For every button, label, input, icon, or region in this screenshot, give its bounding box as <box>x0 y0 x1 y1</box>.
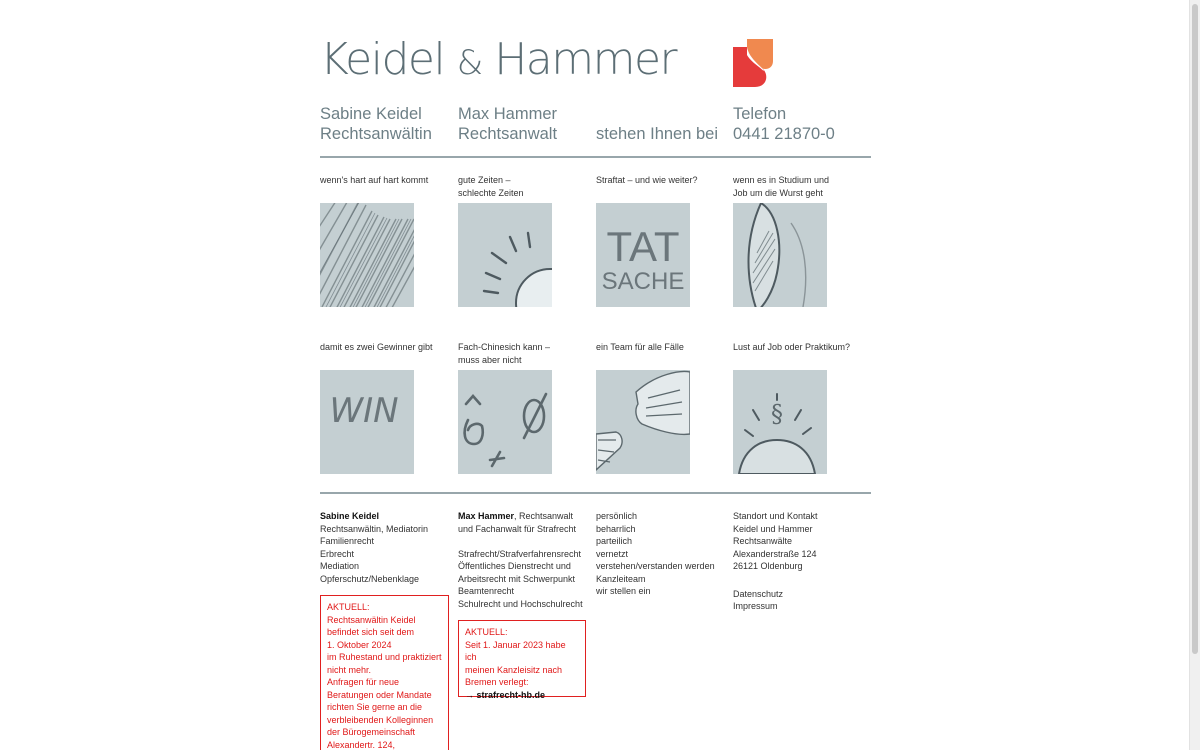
hammer-area[interactable]: Öffentliches Dienstrecht und <box>458 561 571 571</box>
hammer-area[interactable]: Schulrecht und Hochschulrecht <box>458 598 583 609</box>
caption-line: Straftat – und wie weiter? <box>596 175 698 185</box>
caption-line: ein Team für alle Fälle <box>596 342 684 352</box>
value-link[interactable]: vernetzt <box>596 548 629 559</box>
tile-fachchinesisch[interactable] <box>458 370 552 474</box>
tile-caption-7[interactable] <box>596 341 726 354</box>
divider-bottom <box>320 492 871 494</box>
value-link[interactable]: verstehen/verstanden werden <box>596 561 715 571</box>
logo-name-part2: Hammer <box>494 34 677 85</box>
sache-text: SACHE <box>601 268 685 295</box>
notice-line: richten Sie gerne an die <box>327 702 423 712</box>
person1-title: Rechtsanwältin <box>320 125 432 143</box>
notice-line: Beratungen oder Mandate <box>327 689 432 700</box>
caption-line: schlechte Zeiten <box>458 187 524 198</box>
footer-keidel <box>320 510 456 585</box>
strafrecht-hb-link[interactable]: → strafrecht-hb.de <box>465 689 546 700</box>
value-link[interactable]: wir stellen ein <box>596 586 651 596</box>
footer-hammer <box>458 510 594 610</box>
header-person1 <box>320 104 432 144</box>
win-text: WIN <box>329 391 399 431</box>
sun-icon <box>458 203 552 307</box>
impressum-link[interactable]: Impressum <box>733 601 778 611</box>
notice-line: 1. Oktober 2024 <box>327 639 392 650</box>
tile-hart[interactable] <box>320 203 414 307</box>
tile-caption-3[interactable] <box>596 174 726 187</box>
notice-title: AKTUELL: <box>327 602 370 612</box>
keidel-line[interactable]: Erbrecht <box>320 548 355 559</box>
tile-caption-2[interactable] <box>458 174 588 199</box>
caption-line: Job um die Wurst geht <box>733 187 823 198</box>
phone-number[interactable]: 0441 21870-0 <box>733 125 835 143</box>
tile-straftat[interactable] <box>596 203 690 307</box>
notice-line: Seit 1. Januar 2023 habe ich <box>465 639 566 662</box>
hammer-notice <box>458 620 586 700</box>
caption-line: gute Zeiten – <box>458 175 511 185</box>
person2-name: Max Hammer <box>458 105 558 123</box>
contact-line: Keidel und Hammer <box>733 523 813 534</box>
hammer-line: und Fachanwalt für Strafrecht <box>458 523 577 534</box>
value-link[interactable]: parteilich <box>596 536 633 546</box>
tat-text: TAT <box>606 223 680 270</box>
header-tagline: stehen Ihnen bei <box>596 125 719 143</box>
site-logo[interactable] <box>320 34 676 85</box>
contact-line[interactable]: Standort und Kontakt <box>733 511 818 521</box>
tile-team[interactable] <box>596 370 690 474</box>
header-phone <box>733 104 835 144</box>
hammer-area[interactable]: Arbeitsrecht mit Schwerpunkt <box>458 573 576 584</box>
notice-line: Alexandertr. 124, <box>327 739 396 750</box>
vertical-scrollbar[interactable] <box>1189 0 1200 750</box>
notice-line: nicht mehr. <box>327 664 372 675</box>
phone-label: Telefon <box>733 105 787 123</box>
caption-line: muss aber nicht <box>458 354 522 365</box>
logo-ampersand: & <box>456 43 482 83</box>
paragraph-sun-icon <box>733 370 827 474</box>
tile-caption-6[interactable] <box>458 341 588 366</box>
hatching-icon <box>320 203 414 307</box>
hammer-area[interactable]: Strafrecht/Strafverfahrensrecht <box>458 548 582 559</box>
tile-zeiten[interactable] <box>458 203 552 307</box>
caption-line: Fach-Chinesich kann – <box>458 342 551 352</box>
win-icon <box>320 370 414 474</box>
tile-wurst[interactable] <box>733 203 827 307</box>
notice-line: Rechtsanwältin Keidel <box>327 614 416 625</box>
keidel-notice <box>320 595 449 750</box>
notice-line: verbleibenden Kolleginnen <box>327 714 434 725</box>
footer-values <box>596 510 732 598</box>
caption-line: damit es zwei Gewinner gibt <box>320 342 433 352</box>
sausage-icon <box>733 203 827 307</box>
logo-name-part1: Keidel <box>320 34 445 85</box>
value-link[interactable]: Kanzleiteam <box>596 573 646 584</box>
svg-text:§: § <box>771 400 783 428</box>
keidel-line[interactable]: Opferschutz/Nebenklage <box>320 573 420 584</box>
keidel-line[interactable]: Mediation <box>320 561 360 571</box>
notice-line: Bremen verlegt: <box>465 677 529 687</box>
caption-line: wenn es in Studium und <box>733 175 830 185</box>
hands-icon <box>596 370 690 474</box>
hammer-area[interactable]: Beamtenrecht <box>458 586 515 596</box>
contact-line: Alexanderstraße 124 <box>733 548 817 559</box>
datenschutz-link[interactable]: Datenschutz <box>733 588 784 599</box>
tat-sache-icon <box>596 203 690 307</box>
notice-line: Anfragen für neue <box>327 677 400 687</box>
footer-contact <box>733 510 869 613</box>
hammer-name-suffix: , Rechtsanwalt <box>514 511 574 521</box>
person2-title: Rechtsanwalt <box>458 125 558 143</box>
keidel-line[interactable]: Familienrecht <box>320 536 375 546</box>
tile-win[interactable] <box>320 370 414 474</box>
value-link[interactable]: beharrlich <box>596 523 636 534</box>
contact-line: Rechtsanwälte <box>733 536 793 546</box>
notice-title: AKTUELL: <box>465 627 508 637</box>
notice-line: befindet sich seit dem <box>327 627 415 637</box>
brand-mark-icon <box>733 39 773 87</box>
scrollbar-thumb[interactable] <box>1192 4 1198 654</box>
notice-line: meinen Kanzleisitz nach <box>465 664 563 675</box>
caption-line: wenn's hart auf hart kommt <box>320 175 429 185</box>
notice-line: der Bürogemeinschaft <box>327 727 416 737</box>
keidel-line: Rechtsanwältin, Mediatorin <box>320 523 429 534</box>
tile-caption-1[interactable] <box>320 174 450 187</box>
keidel-name: Sabine Keidel <box>320 511 380 521</box>
notice-line: im Ruhestand und praktiziert <box>327 652 442 662</box>
tile-job[interactable] <box>733 370 827 474</box>
tile-caption-5[interactable] <box>320 341 450 354</box>
value-link[interactable]: persönlich <box>596 511 638 521</box>
divider-top <box>320 156 871 158</box>
contact-line: 26121 Oldenburg <box>733 561 803 571</box>
header-person2 <box>458 104 557 144</box>
person1-name: Sabine Keidel <box>320 105 422 123</box>
tile-caption-8[interactable] <box>733 341 863 354</box>
symbols-icon <box>458 370 552 474</box>
tile-caption-4[interactable] <box>733 174 863 199</box>
caption-line: Lust auf Job oder Praktikum? <box>733 342 851 352</box>
hammer-name: Max Hammer <box>458 511 515 521</box>
